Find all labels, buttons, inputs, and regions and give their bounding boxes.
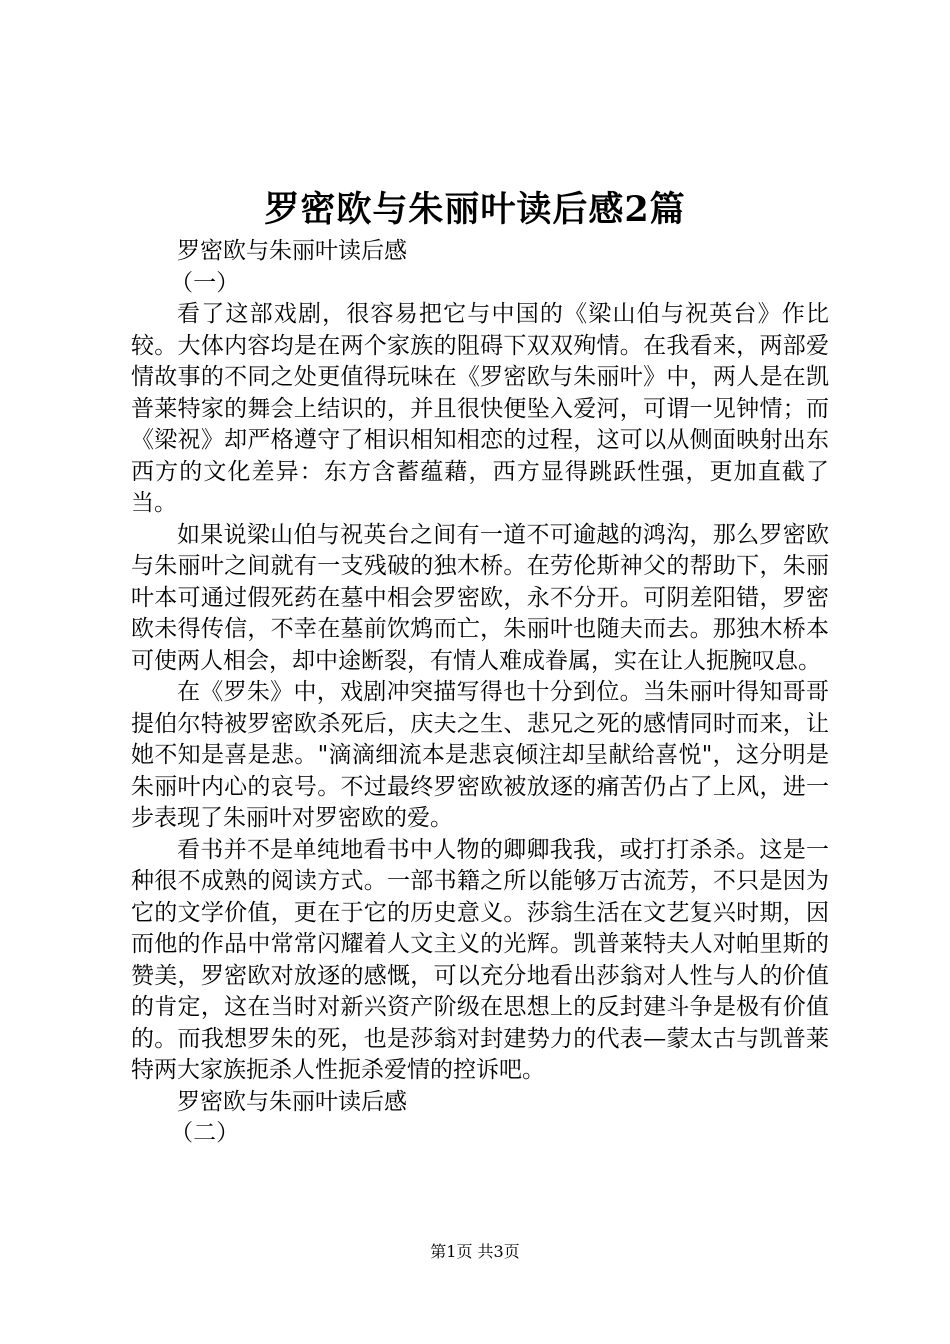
paragraph: 看书并不是单纯地看书中人物的卿卿我我，或打打杀杀。这是一种很不成熟的阅读方式。一部书籍之所以能够万古流芳，不只是因为它的文学价值，更在于它的历史意义。莎翁生活在文艺复兴时期，因而他的作品中常常闪耀着人文主义的光辉。凯普莱特夫人对帕里斯的赞美，罗密欧对放逐的感慨，可以充分地看出莎翁对人性与人的价值的肯定，这在当时对新兴资产阶级在思想上的反封建斗争是极有价值的。而我想罗朱的死，也是莎翁对封建势力的代表—蒙太古与凯普莱特两大家族扼杀人性扼杀爱情的控诉吧。: [131, 836, 829, 1083]
section-heading-2: 罗密欧与朱丽叶读后感: [177, 1088, 407, 1115]
section-number-1: （一）: [170, 269, 240, 296]
paragraph: 看了这部戏剧，很容易把它与中国的《梁山伯与祝英台》作比较。大体内容均是在两个家族的阻碍下双双殉情。在我看来，两部爱情故事的不同之处更值得玩味在《罗密欧与朱丽叶》中，两人是在凯普莱特家的舞会上结识的，并且很快便坠入爱河，可谓一见钟情；而《梁祝》却严格遵守了相识相知相恋的过程，这可以从侧面映射出东西方的文化差异：东方含蓄蕴藉，西方显得跳跃性强，更加直截了当。: [131, 301, 829, 516]
paragraph: 如果说梁山伯与祝英台之间有一道不可逾越的鸿沟，那么罗密欧与朱丽叶之间就有一支残破的独木桥。在劳伦斯神父的帮助下，朱丽叶本可通过假死药在墓中相会罗密欧，永不分开。可阴差阳错，罗密欧未得传信，不幸在墓前饮鸩而亡，朱丽叶也随夫而去。那独木桥本可使两人相会，却中途断裂，有情人难成眷属，实在让人扼腕叹息。: [131, 521, 829, 674]
section-number-2: （二）: [170, 1120, 240, 1146]
document-body: [131, 236, 829, 1150]
paragraph: 在《罗朱》中，戏剧冲突描写得也十分到位。当朱丽叶得知哥哥提伯尔特被罗密欧杀死后，庆夫之生、悲兄之死的感情同时而来，让她不知是喜是悲。"滴滴细流本是悲哀倾注却呈献给喜悦"，这分明是朱丽叶内心的哀号。不过最终罗密欧被放逐的痛苦仍占了上风，进一步表现了朱丽叶对罗密欧的爱。: [131, 679, 829, 831]
document-title: 罗密欧与朱丽叶读后感2篇: [264, 189, 686, 230]
section-heading-1: 罗密欧与朱丽叶读后感: [177, 238, 407, 264]
page-footer: 第1页 共3页: [430, 1242, 520, 1261]
